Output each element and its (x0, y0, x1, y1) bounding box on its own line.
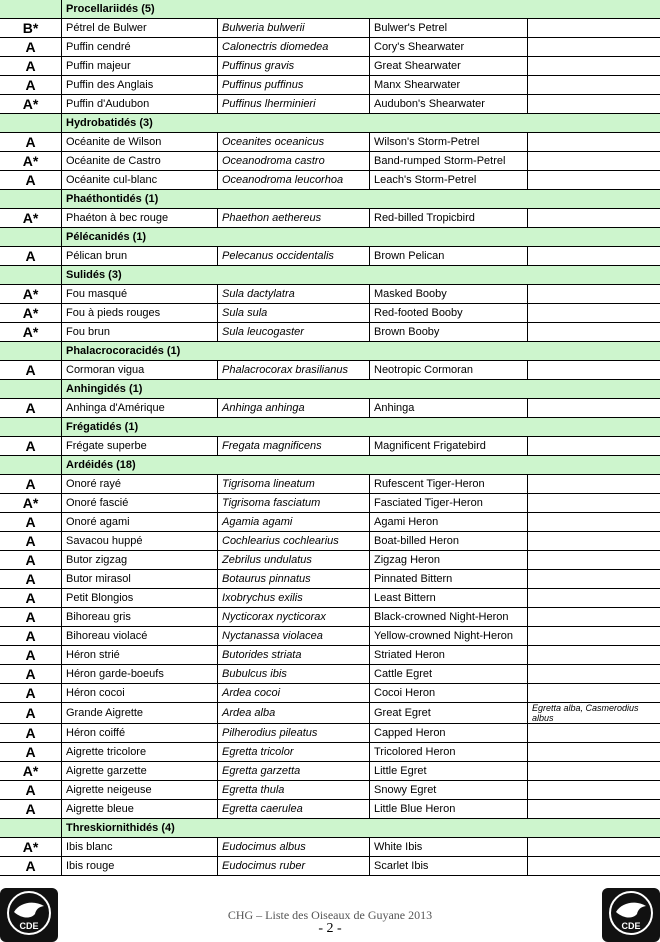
species-row (0, 532, 660, 551)
status-cell: A (0, 513, 62, 532)
family-name: Threskiornithidés (4) (62, 819, 660, 838)
french-name-cell: Aigrette bleue (62, 800, 218, 819)
status-cell: A (0, 247, 62, 266)
status-cell: A (0, 437, 62, 456)
family-status-cell (0, 114, 62, 133)
english-name-cell: Least Bittern (370, 589, 528, 608)
species-row (0, 38, 660, 57)
french-name-cell: Océanite cul-blanc (62, 171, 218, 190)
species-row (0, 494, 660, 513)
family-name: Hydrobatidés (3) (62, 114, 660, 133)
latin-name-cell: Oceanodroma castro (218, 152, 370, 171)
english-name-cell: Cocoi Heron (370, 684, 528, 703)
english-name-cell: Tricolored Heron (370, 743, 528, 762)
page-number: - 2 - (318, 921, 342, 936)
latin-name-cell: Sula dactylatra (218, 285, 370, 304)
english-name-cell: Great Egret (370, 703, 528, 724)
status-cell: A (0, 665, 62, 684)
english-name-cell: Pinnated Bittern (370, 570, 528, 589)
latin-name-cell: Agamia agami (218, 513, 370, 532)
species-row (0, 646, 660, 665)
species-row (0, 570, 660, 589)
logo-right-text: CDE (621, 921, 641, 931)
family-header-row (0, 114, 660, 133)
status-cell: A (0, 532, 62, 551)
latin-name-cell: Ardea cocoi (218, 684, 370, 703)
species-row (0, 857, 660, 876)
english-name-cell: Audubon's Shearwater (370, 95, 528, 114)
french-name-cell: Petit Blongios (62, 589, 218, 608)
latin-name-cell: Phalacrocorax brasilianus (218, 361, 370, 380)
species-row (0, 551, 660, 570)
note-cell (528, 684, 660, 703)
status-cell: A (0, 570, 62, 589)
french-name-cell: Héron strié (62, 646, 218, 665)
status-cell: A (0, 703, 62, 724)
species-row (0, 19, 660, 38)
english-name-cell: Bulwer's Petrel (370, 19, 528, 38)
note-cell (528, 399, 660, 418)
species-row (0, 171, 660, 190)
latin-name-cell: Nyctanassa violacea (218, 627, 370, 646)
status-cell: A* (0, 838, 62, 857)
family-name: Phalacrocoracidés (1) (62, 342, 660, 361)
family-name: Pélécanidés (1) (62, 228, 660, 247)
species-row (0, 76, 660, 95)
english-name-cell: Brown Pelican (370, 247, 528, 266)
family-header-row (0, 342, 660, 361)
species-row (0, 285, 660, 304)
note-cell (528, 133, 660, 152)
species-row (0, 608, 660, 627)
status-cell: A (0, 76, 62, 95)
family-header-row (0, 190, 660, 209)
english-name-cell: Cory's Shearwater (370, 38, 528, 57)
note-cell (528, 781, 660, 800)
family-status-cell (0, 819, 62, 838)
status-cell: A (0, 475, 62, 494)
english-name-cell: Masked Booby (370, 285, 528, 304)
english-name-cell: Capped Heron (370, 724, 528, 743)
latin-name-cell: Calonectris diomedea (218, 38, 370, 57)
english-name-cell: Anhinga (370, 399, 528, 418)
english-name-cell: Little Blue Heron (370, 800, 528, 819)
species-row (0, 133, 660, 152)
english-name-cell: Red-footed Booby (370, 304, 528, 323)
species-row (0, 627, 660, 646)
french-name-cell: Aigrette neigeuse (62, 781, 218, 800)
latin-name-cell: Butorides striata (218, 646, 370, 665)
french-name-cell: Pétrel de Bulwer (62, 19, 218, 38)
status-cell: A (0, 627, 62, 646)
note-cell (528, 171, 660, 190)
latin-name-cell: Egretta thula (218, 781, 370, 800)
note-cell (528, 551, 660, 570)
family-name: Sulidés (3) (62, 266, 660, 285)
note-cell (528, 513, 660, 532)
note-cell (528, 209, 660, 228)
species-row (0, 304, 660, 323)
note-cell (528, 857, 660, 876)
species-row (0, 209, 660, 228)
latin-name-cell: Eudocimus ruber (218, 857, 370, 876)
english-name-cell: Band-rumped Storm-Petrel (370, 152, 528, 171)
english-name-cell: Black-crowned Night-Heron (370, 608, 528, 627)
french-name-cell: Onoré rayé (62, 475, 218, 494)
note-cell (528, 532, 660, 551)
species-row (0, 57, 660, 76)
note-cell (528, 800, 660, 819)
status-cell: A (0, 724, 62, 743)
latin-name-cell: Sula leucogaster (218, 323, 370, 342)
french-name-cell: Fou brun (62, 323, 218, 342)
english-name-cell: Neotropic Cormoran (370, 361, 528, 380)
french-name-cell: Frégate superbe (62, 437, 218, 456)
note-cell (528, 76, 660, 95)
status-cell: A* (0, 209, 62, 228)
species-row (0, 152, 660, 171)
french-name-cell: Onoré fascié (62, 494, 218, 513)
status-cell: A (0, 57, 62, 76)
english-name-cell: Wilson's Storm-Petrel (370, 133, 528, 152)
french-name-cell: Butor zigzag (62, 551, 218, 570)
french-name-cell: Puffin d'Audubon (62, 95, 218, 114)
french-name-cell: Océanite de Wilson (62, 133, 218, 152)
family-status-cell (0, 190, 62, 209)
latin-name-cell: Ixobrychus exilis (218, 589, 370, 608)
note-cell (528, 38, 660, 57)
latin-name-cell: Oceanites oceanicus (218, 133, 370, 152)
species-row (0, 399, 660, 418)
note-cell (528, 304, 660, 323)
note-cell (528, 627, 660, 646)
note-cell (528, 19, 660, 38)
latin-name-cell: Egretta garzetta (218, 762, 370, 781)
latin-name-cell: Cochlearius cochlearius (218, 532, 370, 551)
page-footer (0, 888, 660, 942)
french-name-cell: Ibis blanc (62, 838, 218, 857)
french-name-cell: Héron coiffé (62, 724, 218, 743)
french-name-cell: Pélican brun (62, 247, 218, 266)
status-cell: A (0, 133, 62, 152)
french-name-cell: Aigrette tricolore (62, 743, 218, 762)
family-name: Anhingidés (1) (62, 380, 660, 399)
latin-name-cell: Zebrilus undulatus (218, 551, 370, 570)
species-row (0, 475, 660, 494)
french-name-cell: Héron cocoi (62, 684, 218, 703)
species-row (0, 703, 660, 724)
note-cell (528, 743, 660, 762)
status-cell: A (0, 399, 62, 418)
note-cell (528, 570, 660, 589)
family-name: Phaéthontidés (1) (62, 190, 660, 209)
english-name-cell: Leach's Storm-Petrel (370, 171, 528, 190)
latin-name-cell: Puffinus lherminieri (218, 95, 370, 114)
latin-name-cell: Puffinus gravis (218, 57, 370, 76)
species-row (0, 684, 660, 703)
latin-name-cell: Puffinus puffinus (218, 76, 370, 95)
species-row (0, 800, 660, 819)
status-cell: A* (0, 95, 62, 114)
species-row (0, 513, 660, 532)
note-cell (528, 285, 660, 304)
status-cell: A (0, 781, 62, 800)
french-name-cell: Grande Aigrette (62, 703, 218, 724)
french-name-cell: Butor mirasol (62, 570, 218, 589)
status-cell: A (0, 608, 62, 627)
species-row (0, 743, 660, 762)
french-name-cell: Onoré agami (62, 513, 218, 532)
family-header-row (0, 380, 660, 399)
english-name-cell: Little Egret (370, 762, 528, 781)
note-cell (528, 323, 660, 342)
species-row (0, 724, 660, 743)
note-cell (528, 665, 660, 684)
note-cell (528, 437, 660, 456)
family-status-cell (0, 418, 62, 437)
family-status-cell (0, 342, 62, 361)
english-name-cell: Yellow-crowned Night-Heron (370, 627, 528, 646)
status-cell: A (0, 743, 62, 762)
latin-name-cell: Nycticorax nycticorax (218, 608, 370, 627)
species-row (0, 323, 660, 342)
family-status-cell (0, 456, 62, 475)
species-row (0, 762, 660, 781)
latin-name-cell: Tigrisoma lineatum (218, 475, 370, 494)
status-cell: A (0, 589, 62, 608)
family-header-row (0, 266, 660, 285)
species-row (0, 838, 660, 857)
note-cell (528, 361, 660, 380)
french-name-cell: Bihoreau gris (62, 608, 218, 627)
status-cell: A (0, 551, 62, 570)
english-name-cell: Zigzag Heron (370, 551, 528, 570)
note-cell: Egretta alba, Casmerodius albus (528, 703, 660, 724)
family-header-row (0, 418, 660, 437)
french-name-cell: Puffin des Anglais (62, 76, 218, 95)
latin-name-cell: Pelecanus occidentalis (218, 247, 370, 266)
latin-name-cell: Ardea alba (218, 703, 370, 724)
family-name: Procellariidés (5) (62, 0, 660, 19)
english-name-cell: Fasciated Tiger-Heron (370, 494, 528, 513)
note-cell (528, 646, 660, 665)
family-header-row (0, 0, 660, 19)
status-cell: A* (0, 762, 62, 781)
family-status-cell (0, 228, 62, 247)
family-name: Ardéidés (18) (62, 456, 660, 475)
status-cell: A (0, 800, 62, 819)
english-name-cell: Snowy Egret (370, 781, 528, 800)
english-name-cell: Red-billed Tropicbird (370, 209, 528, 228)
latin-name-cell: Pilherodius pileatus (218, 724, 370, 743)
english-name-cell: Agami Heron (370, 513, 528, 532)
note-cell (528, 724, 660, 743)
latin-name-cell: Sula sula (218, 304, 370, 323)
note-cell (528, 589, 660, 608)
english-name-cell: Boat-billed Heron (370, 532, 528, 551)
note-cell (528, 762, 660, 781)
french-name-cell: Bihoreau violacé (62, 627, 218, 646)
family-header-row (0, 819, 660, 838)
note-cell (528, 475, 660, 494)
bird-logo-icon (602, 888, 660, 942)
french-name-cell: Anhinga d'Amérique (62, 399, 218, 418)
logo-left-text: CDE (19, 921, 39, 931)
french-name-cell: Puffin majeur (62, 57, 218, 76)
english-name-cell: Striated Heron (370, 646, 528, 665)
cde-logo-right (602, 888, 660, 942)
species-row (0, 781, 660, 800)
status-cell: A* (0, 304, 62, 323)
latin-name-cell: Eudocimus albus (218, 838, 370, 857)
english-name-cell: Brown Booby (370, 323, 528, 342)
status-cell: B* (0, 19, 62, 38)
english-name-cell: Manx Shearwater (370, 76, 528, 95)
note-cell (528, 152, 660, 171)
family-name: Frégatidés (1) (62, 418, 660, 437)
note-cell (528, 608, 660, 627)
status-cell: A* (0, 494, 62, 513)
french-name-cell: Savacou huppé (62, 532, 218, 551)
french-name-cell: Fou à pieds rouges (62, 304, 218, 323)
latin-name-cell: Bulweria bulwerii (218, 19, 370, 38)
latin-name-cell: Tigrisoma fasciatum (218, 494, 370, 513)
english-name-cell: Rufescent Tiger-Heron (370, 475, 528, 494)
french-name-cell: Océanite de Castro (62, 152, 218, 171)
note-cell (528, 95, 660, 114)
species-row (0, 437, 660, 456)
status-cell: A (0, 361, 62, 380)
family-header-row (0, 456, 660, 475)
latin-name-cell: Egretta tricolor (218, 743, 370, 762)
note-cell (528, 247, 660, 266)
status-cell: A (0, 684, 62, 703)
french-name-cell: Héron garde-boeufs (62, 665, 218, 684)
latin-name-cell: Egretta caerulea (218, 800, 370, 819)
family-status-cell (0, 266, 62, 285)
french-name-cell: Phaéton à bec rouge (62, 209, 218, 228)
latin-name-cell: Anhinga anhinga (218, 399, 370, 418)
status-cell: A* (0, 152, 62, 171)
latin-name-cell: Fregata magnificens (218, 437, 370, 456)
english-name-cell: Cattle Egret (370, 665, 528, 684)
latin-name-cell: Oceanodroma leucorhoa (218, 171, 370, 190)
family-status-cell (0, 380, 62, 399)
family-header-row (0, 228, 660, 247)
note-cell (528, 838, 660, 857)
french-name-cell: Fou masqué (62, 285, 218, 304)
species-row (0, 247, 660, 266)
family-status-cell (0, 0, 62, 19)
english-name-cell: White Ibis (370, 838, 528, 857)
french-name-cell: Cormoran vigua (62, 361, 218, 380)
french-name-cell: Ibis rouge (62, 857, 218, 876)
species-row (0, 95, 660, 114)
latin-name-cell: Phaethon aethereus (218, 209, 370, 228)
species-row (0, 589, 660, 608)
french-name-cell: Puffin cendré (62, 38, 218, 57)
english-name-cell: Magnificent Frigatebird (370, 437, 528, 456)
status-cell: A* (0, 285, 62, 304)
note-cell (528, 57, 660, 76)
english-name-cell: Scarlet Ibis (370, 857, 528, 876)
english-name-cell: Great Shearwater (370, 57, 528, 76)
status-cell: A* (0, 323, 62, 342)
latin-name-cell: Bubulcus ibis (218, 665, 370, 684)
species-row (0, 665, 660, 684)
status-cell: A (0, 857, 62, 876)
species-row (0, 361, 660, 380)
latin-name-cell: Botaurus pinnatus (218, 570, 370, 589)
note-cell (528, 494, 660, 513)
status-cell: A (0, 171, 62, 190)
footer-title: CHG – Liste des Oiseaux de Guyane 2013 (227, 908, 433, 922)
status-cell: A (0, 646, 62, 665)
french-name-cell: Aigrette garzette (62, 762, 218, 781)
status-cell: A (0, 38, 62, 57)
